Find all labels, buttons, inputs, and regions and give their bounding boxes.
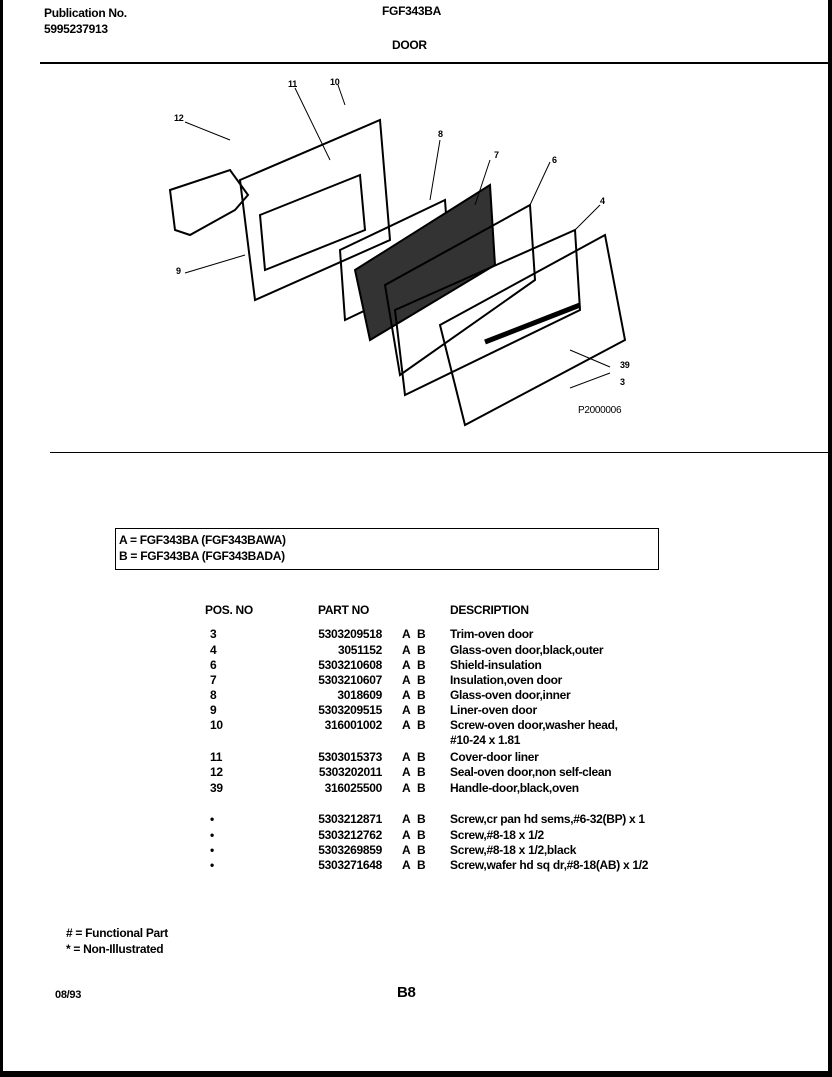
pos-no: 6 — [210, 658, 217, 672]
publication-number: 5995237913 — [44, 22, 108, 36]
legend-functional: # = Functional Part — [66, 926, 168, 940]
callout-9: 9 — [176, 266, 181, 276]
callout-10: 10 — [330, 77, 340, 87]
description: Handle-door,black,oven — [450, 781, 579, 795]
pos-no: 8 — [210, 688, 217, 702]
model-key-equals: = — [130, 549, 138, 563]
pos-no: 39 — [210, 781, 223, 795]
part-no: 3051152 — [338, 643, 382, 657]
pos-no: 7 — [210, 673, 217, 687]
pos-no: 12 — [210, 765, 223, 779]
handle-part — [485, 305, 580, 342]
pos-no: • — [210, 812, 214, 826]
table-row — [0, 843, 832, 858]
applicable-models: A B — [402, 750, 426, 764]
part-no: 5303271648 — [318, 858, 382, 872]
model-key-letter: B — [119, 549, 128, 563]
page-number: B8 — [397, 984, 416, 1001]
applicable-models: A B — [402, 765, 426, 779]
table-row — [0, 643, 832, 658]
diagram-divider — [50, 452, 830, 453]
description: Screw,wafer hd sq dr,#8-18(AB) x 1/2 — [450, 858, 649, 872]
part-no: 5303269859 — [318, 843, 382, 857]
header-pos: POS. NO — [205, 603, 253, 617]
table-row — [0, 750, 832, 765]
description: Screw,#8-18 x 1/2,black — [450, 843, 577, 857]
callout-8: 8 — [438, 129, 443, 139]
applicable-models: A B — [402, 627, 426, 641]
callout-7: 7 — [494, 150, 499, 160]
footer-date: 08/93 — [55, 989, 82, 1001]
description: Insulation,oven door — [450, 673, 563, 687]
table-row — [0, 673, 832, 688]
header-description: DESCRIPTION — [450, 603, 529, 617]
applicable-models: A B — [402, 781, 426, 795]
model-key-letter: A — [119, 533, 127, 547]
model-key-text: FGF343BA (FGF343BAWA) — [139, 533, 286, 547]
applicable-models: A B — [402, 828, 426, 842]
table-row — [0, 627, 832, 642]
section-title: DOOR — [392, 38, 427, 52]
callout-leader-lines — [185, 85, 610, 388]
model-key-a — [119, 533, 286, 547]
pos-no: 4 — [210, 643, 217, 657]
table-row — [0, 828, 832, 843]
table-row — [0, 765, 832, 780]
description: Liner-oven door — [450, 703, 537, 717]
pos-no: 3 — [210, 627, 217, 641]
description-cont: #10-24 x 1.81 — [450, 733, 521, 747]
liner-window — [260, 175, 365, 270]
pos-no: 11 — [210, 750, 223, 764]
part-no: 5303210608 — [318, 658, 382, 672]
applicable-models: A B — [402, 812, 426, 826]
header-divider — [40, 62, 830, 64]
description: Cover-door liner — [450, 750, 539, 764]
applicable-models: A B — [402, 718, 426, 732]
model-key-b — [119, 549, 285, 563]
part-no: 5303015373 — [318, 750, 382, 764]
applicable-models: A B — [402, 658, 426, 672]
callout-39: 39 — [620, 360, 630, 370]
applicable-models: A B — [402, 843, 426, 857]
part-no: 5303209518 — [318, 627, 382, 641]
pos-no: • — [210, 858, 214, 872]
header-part: PART NO — [318, 603, 370, 617]
description: Glass-oven door,black,outer — [450, 643, 604, 657]
table-row — [0, 658, 832, 673]
part-no: 316025500 — [324, 781, 382, 795]
table-row — [0, 688, 832, 703]
exploded-door-diagram — [0, 70, 832, 440]
seal-part — [170, 170, 248, 235]
description: Glass-oven door,inner — [450, 688, 571, 702]
scan-edge — [0, 1071, 832, 1077]
description: Seal-oven door,non self-clean — [450, 765, 612, 779]
callout-3: 3 — [620, 377, 625, 387]
pos-no: 9 — [210, 703, 217, 717]
model-key-box — [115, 528, 659, 570]
callout-12: 12 — [174, 113, 184, 123]
model-key-equals: = — [129, 533, 137, 547]
part-no: 5303212762 — [318, 828, 382, 842]
part-no: 5303212871 — [318, 812, 382, 826]
pos-no: 10 — [210, 718, 223, 732]
pos-no: • — [210, 843, 214, 857]
callout-6: 6 — [552, 155, 557, 165]
applicable-models: A B — [402, 703, 426, 717]
model-key-text: FGF343BA (FGF343BADA) — [140, 549, 285, 563]
part-no: 5303202011 — [318, 765, 382, 779]
applicable-models: A B — [402, 858, 426, 872]
part-no: 5303210607 — [318, 673, 382, 687]
description: Screw,#8-18 x 1/2 — [450, 828, 544, 842]
pos-no: • — [210, 828, 214, 842]
part-no: 316001002 — [324, 718, 382, 732]
table-row — [0, 718, 832, 747]
description: Trim-oven door — [450, 627, 534, 641]
publication-label: Publication No. — [44, 6, 127, 20]
callout-4: 4 — [600, 196, 605, 206]
callout-11: 11 — [288, 79, 297, 89]
model-title: FGF343BA — [382, 4, 441, 18]
applicable-models: A B — [402, 673, 426, 687]
description: Screw,cr pan hd sems,#6-32(BP) x 1 — [450, 812, 645, 826]
applicable-models: A B — [402, 688, 426, 702]
table-header — [0, 603, 832, 618]
legend-non-illustrated: * = Non-Illustrated — [66, 942, 164, 956]
description: Shield-insulation — [450, 658, 542, 672]
applicable-models: A B — [402, 643, 426, 657]
part-no: 3018609 — [337, 688, 382, 702]
table-row — [0, 703, 832, 718]
table-row — [0, 781, 832, 796]
description: Screw-oven door,washer head, — [450, 718, 618, 732]
figure-id: P2000006 — [578, 405, 622, 416]
table-row — [0, 858, 832, 873]
part-no: 5303209515 — [318, 703, 382, 717]
table-row — [0, 812, 832, 827]
